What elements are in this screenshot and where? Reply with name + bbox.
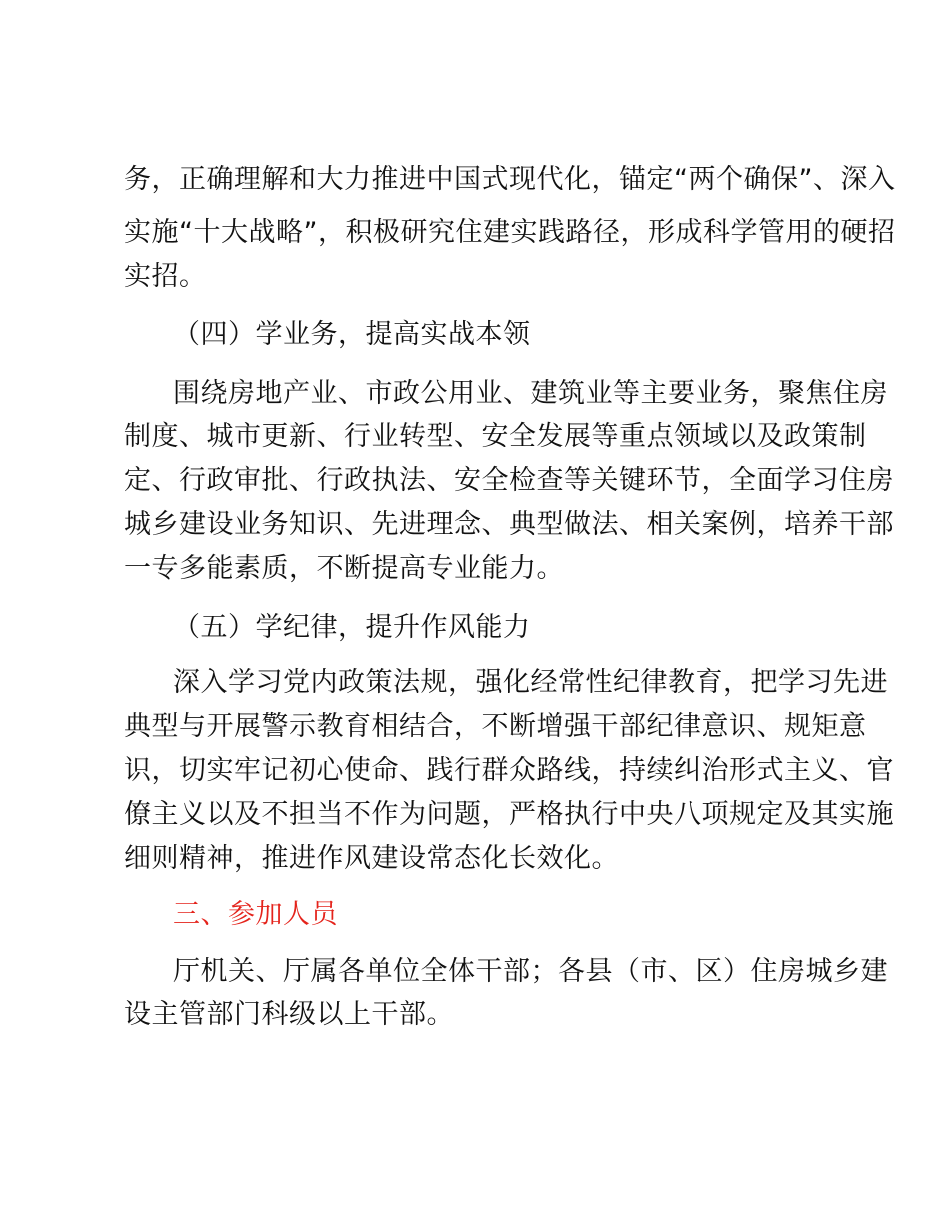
paragraph-continuation-line-3: 实招。 (124, 261, 207, 292)
paragraph-business-line-5: 一专多能素质，不断提高专业能力。 (124, 553, 564, 584)
paragraph-business-line-4: 城乡建设业务知识、先进理念、典型做法、相关案例，培养干部 (124, 509, 894, 540)
paragraph-discipline-line-3: 识，切实牢记初心使命、践行群众路线，持续纠治形式主义、官 (124, 755, 894, 786)
paragraph-discipline-line-5: 细则精神，推进作风建设常态化长效化。 (124, 843, 619, 874)
paragraph-participants-line-2: 设主管部门科级以上干部。 (124, 999, 454, 1030)
heading-section-five: （五）学纪律，提升作风能力 (173, 612, 531, 643)
paragraph-business-line-2: 制度、城市更新、行业转型、安全发展等重点领域以及政策制 (124, 421, 867, 452)
paragraph-business-line-1: 围绕房地产业、市政公用业、建筑业等主要业务，聚焦住房 (173, 378, 888, 409)
paragraph-discipline-line-4: 僚主义以及不担当不作为问题，严格执行中央八项规定及其实施 (124, 799, 894, 830)
heading-section-three: 三、参加人员 (173, 899, 338, 930)
paragraph-participants-line-1: 厅机关、厅属各单位全体干部；各县（市、区）住房城乡建 (173, 956, 888, 987)
paragraph-continuation-line-1: 务，正确理解和大力推进中国式现代化，锚定“两个确保”、深入 (124, 164, 896, 195)
paragraph-business-line-3: 定、行政审批、行政执法、安全检查等关键环节，全面学习住房 (124, 465, 894, 496)
paragraph-continuation-line-2: 实施“十大战略”，积极研究住建实践路径，形成科学管用的硬招 (124, 217, 896, 248)
paragraph-discipline-line-1: 深入学习党内政策法规，强化经常性纪律教育，把学习先进 (173, 667, 888, 698)
paragraph-discipline-line-2: 典型与开展警示教育相结合，不断增强干部纪律意识、规矩意 (124, 711, 867, 742)
heading-section-four: （四）学业务，提高实战本领 (173, 319, 531, 350)
